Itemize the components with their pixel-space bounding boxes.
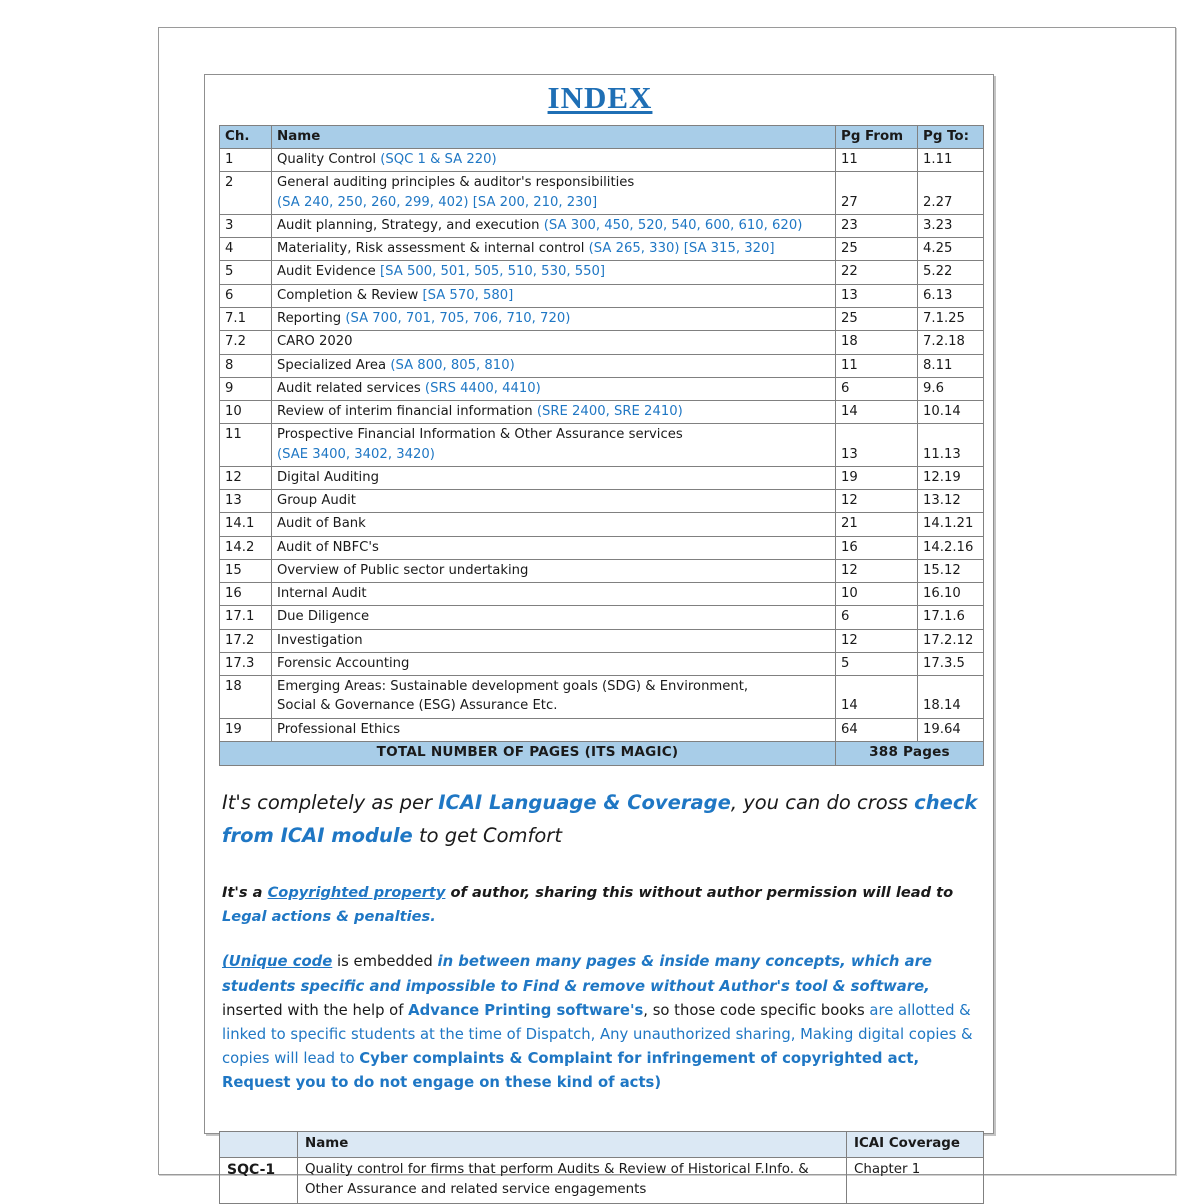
cell-name (272, 307, 836, 330)
copyright-text-3: of author, sharing this without author permission will lead to (445, 883, 954, 901)
cell-name-text: Audit Evidence (277, 264, 380, 280)
table-row (220, 377, 984, 400)
unique-code-text-8: are allotted & linked to specific students at the time of Dispatch, Any unauthorized sharing, Making digital copies & copies will lead to (222, 1001, 973, 1067)
cell-pg-from: 19 (836, 466, 918, 489)
sqc-table-body (220, 1158, 984, 1204)
cell-chapter: 7.1 (220, 307, 272, 330)
cell-pg-from: 25 (836, 307, 918, 330)
table-row (220, 149, 984, 172)
index-table-header-row (220, 125, 984, 149)
cell-chapter: 17.1 (220, 606, 272, 629)
cell-pg-to: 13.12 (918, 490, 984, 513)
table-row (220, 284, 984, 307)
cell-pg-to: 18.14 (918, 676, 984, 719)
cell-name-text: Audit of NBFC's (277, 539, 379, 555)
document-content (214, 80, 986, 1198)
cell-pg-from: 5 (836, 652, 918, 675)
cell-name (272, 536, 836, 559)
cell-name (272, 354, 836, 377)
cell-name (272, 149, 836, 172)
cell-pg-to: 15.12 (918, 559, 984, 582)
cell-pg-to: 19.64 (918, 718, 984, 741)
cell-name (272, 583, 836, 606)
sqc-cell-code: SQC-1 (220, 1158, 298, 1204)
cell-pg-from: 12 (836, 629, 918, 652)
copyright-underlined-term: Copyrighted property (267, 883, 446, 901)
cell-pg-from: 11 (836, 354, 918, 377)
cell-name-text: Review of interim financial information (277, 404, 537, 420)
table-row (220, 331, 984, 354)
column-header-name: Name (272, 125, 836, 149)
cell-name-standards-line2: (SA 240, 250, 260, 299, 402) [SA 200, 210, 230] (277, 194, 598, 210)
cell-pg-from: 14 (836, 676, 918, 719)
cell-name (272, 466, 836, 489)
total-row (220, 742, 984, 766)
cell-pg-to: 11.13 (918, 424, 984, 467)
unique-code-advance-printing: Advance Printing software's (408, 1001, 644, 1019)
copyright-paragraph (222, 881, 978, 929)
lead-text-1: It's completely as per (222, 790, 439, 814)
cell-name (272, 172, 836, 215)
column-header-ch: Ch. (220, 125, 272, 149)
cell-chapter: 9 (220, 377, 272, 400)
cell-chapter: 2 (220, 172, 272, 215)
table-row (220, 583, 984, 606)
cell-name-standards: (SRS 4400, 4410) (424, 380, 541, 396)
cell-chapter: 6 (220, 284, 272, 307)
sqc-cell-name (298, 1158, 847, 1204)
table-row (220, 401, 984, 424)
cell-chapter: 15 (220, 559, 272, 582)
unique-code-paragraph (222, 950, 978, 1095)
cell-name-text: Audit related services (277, 380, 425, 396)
sqc-table-row (220, 1158, 984, 1204)
cell-name-text: Professional Ethics (277, 721, 401, 737)
cell-name-text: Audit of Bank (277, 516, 366, 532)
lead-highlight-icai-module: check from ICAI module (222, 790, 978, 848)
unique-code-cyber-complaints: Cyber complaints & Complaint for infringement of copyrighted act, Request you to do not engage on these kind of acts) (222, 1049, 920, 1092)
unique-code-underlined-term: (Unique code (222, 953, 333, 971)
cell-name-text: Internal Audit (277, 586, 367, 602)
cell-name-standards: (SA 300, 450, 520, 540, 600, 610, 620) (543, 217, 803, 233)
cell-name (272, 284, 836, 307)
cell-name-text: Completion & Review (277, 287, 423, 303)
cell-name-text-line2: Social & Governance (ESG) Assurance Etc. (277, 698, 558, 714)
unique-code-text-4: inserted (222, 1001, 288, 1019)
cell-name-standards: (SA 800, 805, 810) (390, 357, 515, 373)
unique-code-text-3: in between many pages & inside many concepts, which are students specific and impossible to Find & remove without Author's tool & software, (222, 953, 932, 995)
unique-code-text-5: with the help of (287, 1001, 409, 1019)
cell-pg-to: 2.27 (918, 172, 984, 215)
cell-chapter: 13 (220, 490, 272, 513)
cell-name-standards: [SA 500, 501, 505, 510, 530, 550] (379, 264, 606, 280)
table-row (220, 261, 984, 284)
cell-pg-from: 22 (836, 261, 918, 284)
cell-name (272, 424, 836, 467)
cell-chapter: 19 (220, 718, 272, 741)
cell-name-standards: (SQC 1 & SA 220) (380, 152, 497, 168)
index-table-body (220, 149, 984, 766)
sqc-column-header-code (220, 1132, 298, 1158)
cell-name-text: Emerging Areas: Sustainable development goals (SDG) & Environment, (277, 679, 749, 695)
table-row (220, 559, 984, 582)
cell-name-standards: (SA 700, 701, 705, 706, 710, 720) (345, 310, 571, 326)
cell-name (272, 490, 836, 513)
cell-name-standards: (SA 265, 330) [SA 315, 320] (588, 241, 775, 257)
cell-name-text: Specialized Area (277, 357, 391, 373)
cell-name (272, 331, 836, 354)
copyright-text-1: It's a (222, 883, 268, 901)
cell-pg-to: 1.11 (918, 149, 984, 172)
cell-name (272, 401, 836, 424)
cell-name-text: Audit planning, Strategy, and execution (277, 217, 544, 233)
cell-pg-to: 7.2.18 (918, 331, 984, 354)
cell-pg-from: 64 (836, 718, 918, 741)
column-header-pg-from: Pg From (836, 125, 918, 149)
sqc-cell-name-line1: Quality control for firms that perform Audits & Review of Historical F.Info. & (305, 1162, 809, 1178)
sqc-column-header-coverage: ICAI Coverage (847, 1132, 984, 1158)
cell-pg-to: 17.3.5 (918, 652, 984, 675)
cell-chapter: 8 (220, 354, 272, 377)
cell-pg-from: 16 (836, 536, 918, 559)
cell-name-text: Due Diligence (277, 609, 370, 625)
cell-chapter: 3 (220, 214, 272, 237)
cell-pg-to: 8.11 (918, 354, 984, 377)
cell-pg-to: 12.19 (918, 466, 984, 489)
cell-name-text: CARO 2020 (277, 334, 353, 350)
cell-pg-to: 9.6 (918, 377, 984, 400)
cell-name (272, 377, 836, 400)
total-label: TOTAL NUMBER OF PAGES (ITS MAGIC) (220, 742, 836, 766)
table-row (220, 466, 984, 489)
cell-pg-to: 17.1.6 (918, 606, 984, 629)
table-row (220, 424, 984, 467)
cell-chapter: 14.2 (220, 536, 272, 559)
cell-name-text: Digital Auditing (277, 469, 379, 485)
cell-name (272, 261, 836, 284)
cell-pg-to: 14.1.21 (918, 513, 984, 536)
cell-name-text: Reporting (277, 310, 346, 326)
table-row (220, 718, 984, 741)
index-table (219, 125, 984, 766)
cell-pg-from: 18 (836, 331, 918, 354)
page-title: INDEX (547, 80, 653, 115)
cell-pg-from: 6 (836, 377, 918, 400)
cell-chapter: 16 (220, 583, 272, 606)
cell-pg-from: 21 (836, 513, 918, 536)
cell-pg-to: 17.2.12 (918, 629, 984, 652)
cell-name (272, 629, 836, 652)
table-row (220, 490, 984, 513)
cell-name-text: General auditing principles & auditor's responsibilities (277, 175, 635, 191)
cell-chapter: 5 (220, 261, 272, 284)
cell-chapter: 7.2 (220, 331, 272, 354)
cell-name (272, 606, 836, 629)
cell-pg-from: 14 (836, 401, 918, 424)
unique-code-text-7: , so those code specific books (643, 1001, 870, 1019)
cell-pg-to: 3.23 (918, 214, 984, 237)
cell-pg-to: 4.25 (918, 238, 984, 261)
cell-chapter: 12 (220, 466, 272, 489)
cell-name (272, 238, 836, 261)
sqc-cell-name-line2: Other Assurance and related service engagements (305, 1182, 647, 1198)
cell-name-text: Overview of Public sector undertaking (277, 562, 529, 578)
cell-pg-from: 25 (836, 238, 918, 261)
cell-name (272, 214, 836, 237)
table-row (220, 172, 984, 215)
cell-chapter: 1 (220, 149, 272, 172)
table-row (220, 536, 984, 559)
cell-name (272, 513, 836, 536)
cell-pg-to: 10.14 (918, 401, 984, 424)
cell-pg-from: 13 (836, 284, 918, 307)
cell-name (272, 676, 836, 719)
cell-name-text: Forensic Accounting (277, 655, 410, 671)
cell-chapter: 17.3 (220, 652, 272, 675)
cell-pg-from: 10 (836, 583, 918, 606)
table-row (220, 513, 984, 536)
cell-name (272, 718, 836, 741)
table-row (220, 676, 984, 719)
cell-chapter: 10 (220, 401, 272, 424)
sqc-table (219, 1131, 984, 1204)
cell-pg-from: 23 (836, 214, 918, 237)
column-header-pg-to: Pg To: (918, 125, 984, 149)
cell-name-text: Investigation (277, 632, 363, 648)
cell-name-text: Quality Control (277, 152, 381, 168)
cell-pg-to: 7.1.25 (918, 307, 984, 330)
lead-text-3: , you can do cross (730, 790, 915, 814)
cell-chapter: 11 (220, 424, 272, 467)
table-row (220, 354, 984, 377)
cell-pg-from: 12 (836, 490, 918, 513)
table-row (220, 606, 984, 629)
cell-chapter: 14.1 (220, 513, 272, 536)
cell-pg-to: 14.2.16 (918, 536, 984, 559)
cell-pg-from: 27 (836, 172, 918, 215)
table-row (220, 629, 984, 652)
cell-name (272, 652, 836, 675)
cell-chapter: 18 (220, 676, 272, 719)
copyright-legal-actions: Legal actions & penalties. (222, 907, 436, 925)
cell-name (272, 559, 836, 582)
cell-pg-to: 16.10 (918, 583, 984, 606)
cell-name-text: Materiality, Risk assessment & internal control (277, 241, 589, 257)
table-row (220, 652, 984, 675)
unique-code-text-2: is embedded (332, 953, 438, 971)
table-row (220, 307, 984, 330)
cell-pg-to: 6.13 (918, 284, 984, 307)
total-value: 388 Pages (836, 742, 984, 766)
cell-name-text: Group Audit (277, 493, 356, 509)
cell-pg-to: 5.22 (918, 261, 984, 284)
cell-pg-from: 13 (836, 424, 918, 467)
cell-name-standards-line2: (SAE 3400, 3402, 3420) (277, 446, 435, 462)
sqc-cell-coverage: Chapter 1 (847, 1158, 984, 1204)
cell-chapter: 17.2 (220, 629, 272, 652)
cell-name-text: Prospective Financial Information & Other Assurance services (277, 427, 683, 443)
sqc-table-header-row (220, 1132, 984, 1158)
cell-name-standards: [SA 570, 580] (422, 287, 514, 303)
cell-name-standards: (SRE 2400, SRE 2410) (536, 404, 683, 420)
cell-pg-from: 12 (836, 559, 918, 582)
cell-chapter: 4 (220, 238, 272, 261)
lead-text-5: to get Comfort (412, 824, 562, 848)
lead-highlight-icai-language: ICAI Language & Coverage (438, 790, 731, 814)
sqc-column-header-name: Name (298, 1132, 847, 1158)
lead-paragraph (222, 786, 978, 853)
cell-pg-from: 6 (836, 606, 918, 629)
table-row (220, 214, 984, 237)
table-row (220, 238, 984, 261)
cell-pg-from: 11 (836, 149, 918, 172)
